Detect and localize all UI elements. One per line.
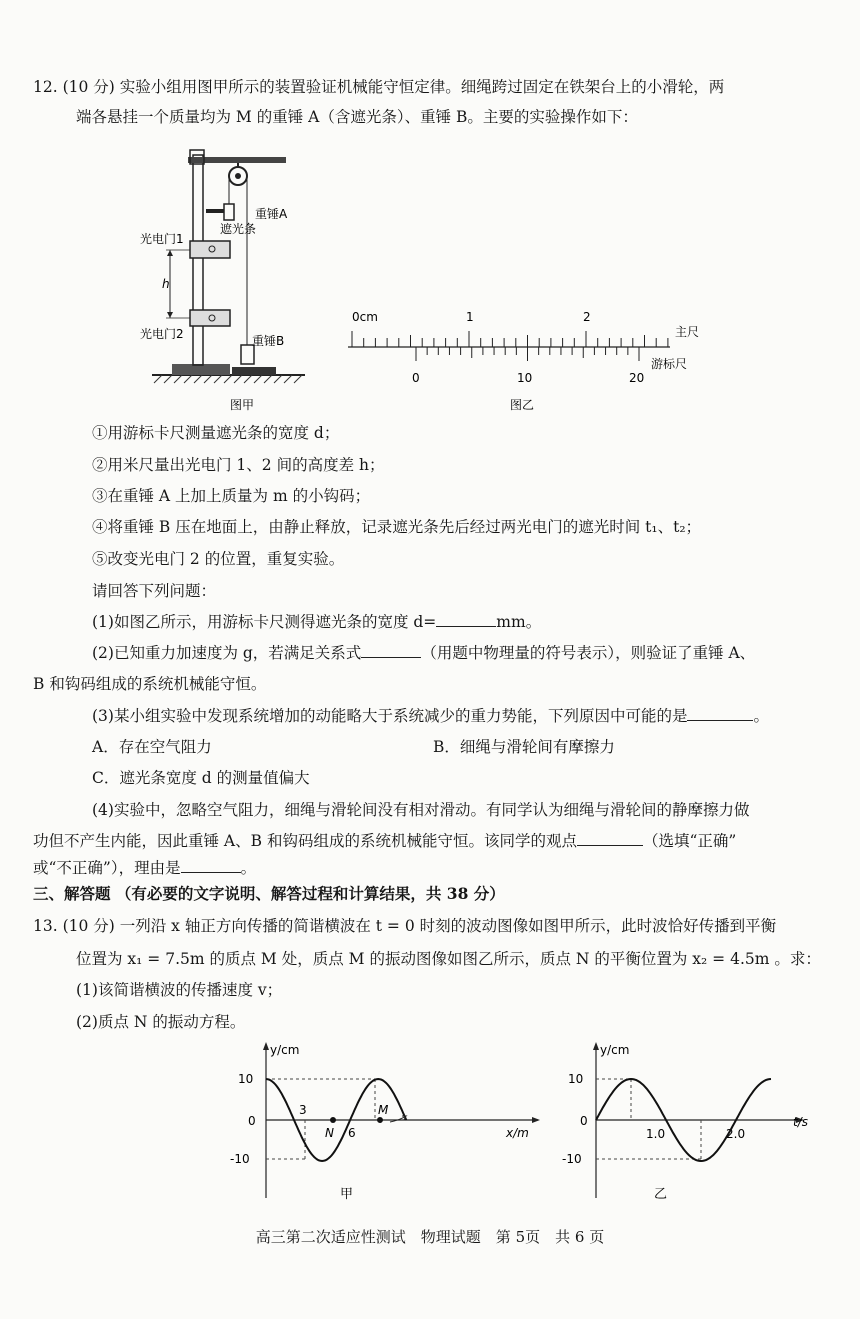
vernier-caliper-figure bbox=[340, 305, 710, 415]
stand-pole bbox=[193, 155, 203, 365]
q12-sub2: (2)已知重力加速度为 g，若满足关系式 （用题中物理量的符号表示），则验证了重锤 A、 bbox=[92, 644, 756, 662]
ytick-10-yi: 10 bbox=[568, 1072, 584, 1086]
step-3: ③在重锤 A 上加上质量为 m 的小钩码； bbox=[92, 487, 371, 505]
ttick-1-yi: 1.0 bbox=[646, 1127, 666, 1141]
caption-jia: 图甲 bbox=[230, 398, 255, 412]
stand-top-bar bbox=[188, 157, 286, 163]
ytick-10-jia: 10 bbox=[238, 1072, 254, 1086]
caption-yi: 图乙 bbox=[510, 398, 535, 412]
option-a: A．存在空气阻力 bbox=[92, 738, 212, 756]
photogate-2 bbox=[190, 310, 230, 326]
q12-sub4-line2: 功但不产生内能，因此重锤 A、B 和钩码组成的系统机械能守恒。该同学的观点 （选填“正确” bbox=[33, 832, 737, 850]
vernier-tick-0: 0 bbox=[412, 371, 420, 385]
answer-blank-opinion[interactable] bbox=[577, 831, 643, 846]
main-scale-tick-2: 2 bbox=[583, 310, 591, 324]
label-weight-b: 重锤B bbox=[252, 334, 285, 348]
point-n bbox=[330, 1117, 336, 1123]
step-2: ②用米尺量出光电门 1、2 间的高度差 h； bbox=[92, 456, 385, 474]
q12-sub4: (4)实验中，忽略空气阻力，细绳与滑轮间没有相对滑动。有同学认为细绳与滑轮间的静摩擦力做 bbox=[92, 801, 750, 819]
answer-blank-reason[interactable] bbox=[687, 706, 753, 721]
point-m bbox=[377, 1117, 383, 1123]
label-shutter: 遮光条 bbox=[220, 222, 257, 236]
label-gate-2: 光电门2 bbox=[140, 327, 184, 341]
q12-intro-line1: 12. (10 分) 实验小组用图甲所示的装置验证机械能守恒定律。细绳跨过固定在铁架台上的小滑轮，两 bbox=[33, 78, 725, 96]
ytick-neg10-jia: -10 bbox=[230, 1152, 250, 1166]
q12-sub2-cont: B 和钩码组成的系统机械能守恒。 bbox=[33, 675, 267, 693]
caption-graph-yi: 乙 bbox=[654, 1187, 668, 1202]
ytick-0-jia: 0 bbox=[248, 1114, 256, 1128]
q12-sub3: (3)某小组实验中发现系统增加的动能略大于系统减少的重力势能，下列原因中可能的是 。 bbox=[92, 707, 769, 725]
q12-prompt: 请回答下列问题： bbox=[92, 582, 217, 600]
answer-blank-relation[interactable] bbox=[361, 643, 421, 658]
q13-sub2: (2)质点 N 的振动方程。 bbox=[76, 1013, 246, 1031]
main-scale-tick-1: 1 bbox=[466, 310, 474, 324]
xlabel-jia: x/m bbox=[506, 1126, 529, 1140]
q12-sub1: (1)如图乙所示，用游标卡尺测得遮光条的宽度 d= mm。 bbox=[92, 613, 542, 631]
answer-blank-d[interactable] bbox=[436, 612, 496, 627]
weight-a bbox=[224, 204, 234, 220]
ttick-2-yi: 2.0 bbox=[726, 1127, 746, 1141]
vernier-tick-10: 10 bbox=[517, 371, 533, 385]
vernier-scale-label: 游标尺 bbox=[651, 357, 688, 371]
section-3-title: 三、解答题 （有必要的文字说明、解答过程和计算结果，共 38 分） bbox=[33, 884, 505, 903]
propagation-arrow bbox=[390, 1116, 406, 1122]
ylabel-yi: y/cm bbox=[600, 1043, 630, 1057]
option-b: B．细绳与滑轮间有摩擦力 bbox=[433, 738, 615, 756]
shutter-strip bbox=[206, 209, 224, 213]
step-5: ⑤改变光电门 2 的位置，重复实验。 bbox=[92, 550, 345, 568]
stand-base-plate bbox=[232, 367, 276, 375]
point-n-label: N bbox=[325, 1126, 334, 1140]
q12-intro-line2: 端各悬挂一个质量均为 M 的重锤 A（含遮光条）、重锤 B。主要的实验操作如下： bbox=[76, 108, 638, 126]
caption-graph-jia: 甲 bbox=[340, 1187, 354, 1202]
vernier-scale-ticks bbox=[416, 347, 639, 361]
point-m-label: M bbox=[378, 1103, 389, 1117]
xtick-3-jia: 3 bbox=[299, 1103, 307, 1117]
q12-sub4-line3: 或“不正确”），理由是 。 bbox=[33, 859, 257, 877]
page-footer: 高三第二次适应性测试 物理试题 第 5页 共 6 页 bbox=[255, 1228, 605, 1246]
q13-sub1: (1)该简谐横波的传播速度 v； bbox=[76, 981, 283, 999]
q13-intro-line1: 13. (10 分) 一列沿 x 轴正方向传播的简谐横波在 t = 0 时刻的波动图像如图甲所示，此时波恰好传播到平衡 bbox=[33, 917, 777, 935]
xtick-6-jia: 6 bbox=[348, 1126, 356, 1140]
step-4: ④将重锤 B 压在地面上，由静止释放，记录遮光条先后经过两光电门的遮光时间 t₁、t₂； bbox=[92, 518, 702, 536]
photogate-1 bbox=[190, 241, 230, 258]
ylabel-jia: y/cm bbox=[270, 1043, 300, 1057]
ytick-neg10-yi: -10 bbox=[562, 1152, 582, 1166]
label-h: h bbox=[162, 277, 170, 291]
vibration-graph-yi bbox=[560, 1038, 820, 1203]
wave-graph-jia bbox=[220, 1038, 550, 1203]
main-scale-unit: 0cm bbox=[352, 310, 378, 324]
step-1: ①用游标卡尺测量遮光条的宽度 d； bbox=[92, 424, 340, 442]
q13-intro-line2: 位置为 x₁ = 7.5m 的质点 M 处，质点 M 的振动图像如图乙所示，质点 N 的平衡位置为 x₂ = 4.5m 。求： bbox=[76, 950, 821, 968]
ytick-0-yi: 0 bbox=[580, 1114, 588, 1128]
label-weight-a: 重锤A bbox=[255, 207, 288, 221]
ground-hatch bbox=[154, 375, 302, 383]
answer-blank-why[interactable] bbox=[181, 858, 241, 873]
main-scale-label: 主尺 bbox=[675, 325, 700, 339]
option-c: C．遮光条宽度 d 的测量值偏大 bbox=[92, 769, 310, 787]
main-scale-ticks bbox=[352, 331, 668, 347]
vernier-tick-20: 20 bbox=[629, 371, 645, 385]
xlabel-yi: t/s bbox=[793, 1115, 808, 1129]
label-gate-1: 光电门1 bbox=[140, 232, 184, 246]
apparatus-figure bbox=[140, 140, 310, 415]
